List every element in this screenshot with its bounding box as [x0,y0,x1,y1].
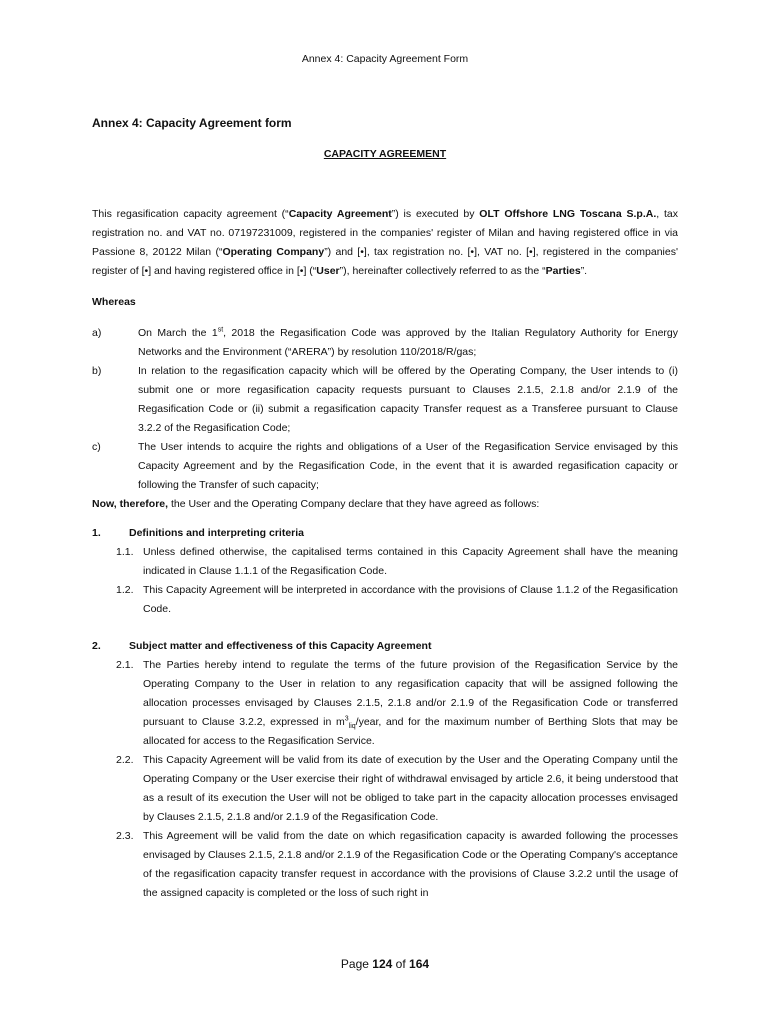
clause-2-2 [116,751,678,827]
clause-text [143,656,678,751]
section-2-heading [92,637,678,656]
subscript: liq [348,723,356,731]
page-number: 124 [372,957,393,971]
intro-term-capacity-agreement: Capacity Agreement [288,208,392,220]
section-number: 1. [92,527,101,539]
section-title: Definitions and interpreting criteria [129,527,305,539]
clause-text-part: The Parties hereby intend to regulate the terms of the future provision of the Regasification Service by the Operating Company to the User in relation to any regasification capacity that will be assigned following the allocation processes envisaged by Clauses 2.1.5, 2.1.8 and/or 2.1.9 of the Regasification Code or transferred pursuant to Clause 3.2.2, expressed in m [143,659,678,728]
recital-text: In relation to the regasification capacity which will be offered by the Operating Company, the User intends to (i) submit one or more regasification capacity requests pursuant to Clauses 2.1.5, 2.1.8 and/or 2.1.9 of the Regasification Code or (ii) submit a regasification capacity Transfer request as a Transferee pursuant to Clause 3.2.2 of the Regasification Code; [138,365,678,434]
document-body [92,113,678,903]
clause-2-3 [116,827,678,903]
intro-term-parties: Parties [545,265,581,277]
recital-text: The User intends to acquire the rights and obligations of a User of the Regasification Service envisaged by this Capacity Agreement and by the Regasification Code, in the event that it is awarded regasification capacity or following the Transfer of such capacity; [138,441,678,491]
recital-a [92,324,678,362]
section-title: Subject matter and effectiveness of this Capacity Agreement [129,640,432,652]
intro-term-user: User [316,265,340,277]
clause-text: Unless defined otherwise, the capitalised terms contained in this Capacity Agreement shall have the meaning indicated in Clause 1.1.1 of the Regasification Code. [143,546,678,577]
recital-label: c) [92,441,101,453]
recital-b [92,362,678,438]
clause-number: 2.2. [116,754,134,766]
recital-c [92,438,678,495]
now-therefore-paragraph [92,495,678,514]
clause-text: This Agreement will be valid from the date on which regasification capacity is awarded following the processes envisaged by Clauses 2.1.5, 2.1.8 and/or 2.1.9 of the Regasification Code or the Operating Company's acceptance of the regasification capacity transfer request in accordance with the provisions of Clause 3.2.2 until the usage of the assigned capacity is completed or the loss of such right in [143,830,678,899]
intro-text: ”) is executed by [391,208,480,220]
intro-term-operating-company: Operating Company [222,246,325,258]
intro-term-olt: OLT Offshore LNG Toscana S.p.A. [479,208,657,220]
page-total: 164 [409,957,430,971]
annex-title: Annex 4: Capacity Agreement form [92,116,292,130]
clause-number: 2.1. [116,659,134,671]
recital-text [138,324,678,362]
page-word: Page [340,957,369,971]
of-word: of [395,957,406,971]
clause-number: 1.1. [116,546,134,558]
recital-label: b) [92,365,102,377]
running-header: Annex 4: Capacity Agreement Form [301,53,469,65]
section-number: 2. [92,640,101,652]
now-therefore-bold: Now, therefore, [92,498,169,510]
clause-1-1 [116,543,678,581]
intro-paragraph [92,205,678,281]
recitals-list [92,324,678,495]
intro-text: ”), hereinafter collectively referred to as the “ [339,265,546,277]
clause-1-2 [116,581,678,619]
clause-number: 2.3. [116,830,134,842]
intro-text: ”) and [•], tax registration no. [•], VAT no. [•], registered in the companies' register of [•] and having registered office in [•] (“ [92,246,678,277]
intro-text: ”. [580,265,588,277]
recital-text-part: , 2018 the Regasification Code was approved by the Italian Regulatory Authority for Energy Networks and the Environment (“ARERA”) by resolution 110/2018/R/gas; [138,327,678,358]
intro-text: This regasification capacity agreement (“ [92,208,289,220]
clause-text-part: /year, and for the maximum number of Berthing Slots that may be allocated for access to the Regasification Service. [143,716,678,747]
superscript: 3 [344,715,349,723]
intro-text: , tax registration no. and VAT no. 07197231009, registered in the companies' register of Milan and having registered office in via Passione 8, 20122 Milan (“ [92,208,678,258]
recital-text-part: On March the 1 [138,327,218,339]
whereas-heading: Whereas [92,296,136,308]
clause-2-1 [116,656,678,751]
now-therefore-text: the User and the Operating Company declare that they have agreed as follows: [168,498,540,510]
recital-label: a) [92,327,102,339]
clause-number: 1.2. [116,584,134,596]
clause-text: This Capacity Agreement will be valid from its date of execution by the User and the Operating Company until the Operating Company or the User exercise their right of withdrawal envisaged by article 2.6, it being understood that as a result of its execution the User will not be obliged to take part in the capacity allocation processes envisaged by Clauses 2.1.5, 2.1.8 and/or 2.1.9 of the Regasification Code. [143,754,678,823]
agreement-title: CAPACITY AGREEMENT [323,148,447,160]
section-1-heading [92,524,678,543]
page-footer [0,955,770,974]
clause-text: This Capacity Agreement will be interpreted in accordance with the provisions of Clause 1.1.2 of the Regasification Code. [143,584,678,615]
superscript: st [217,326,224,334]
